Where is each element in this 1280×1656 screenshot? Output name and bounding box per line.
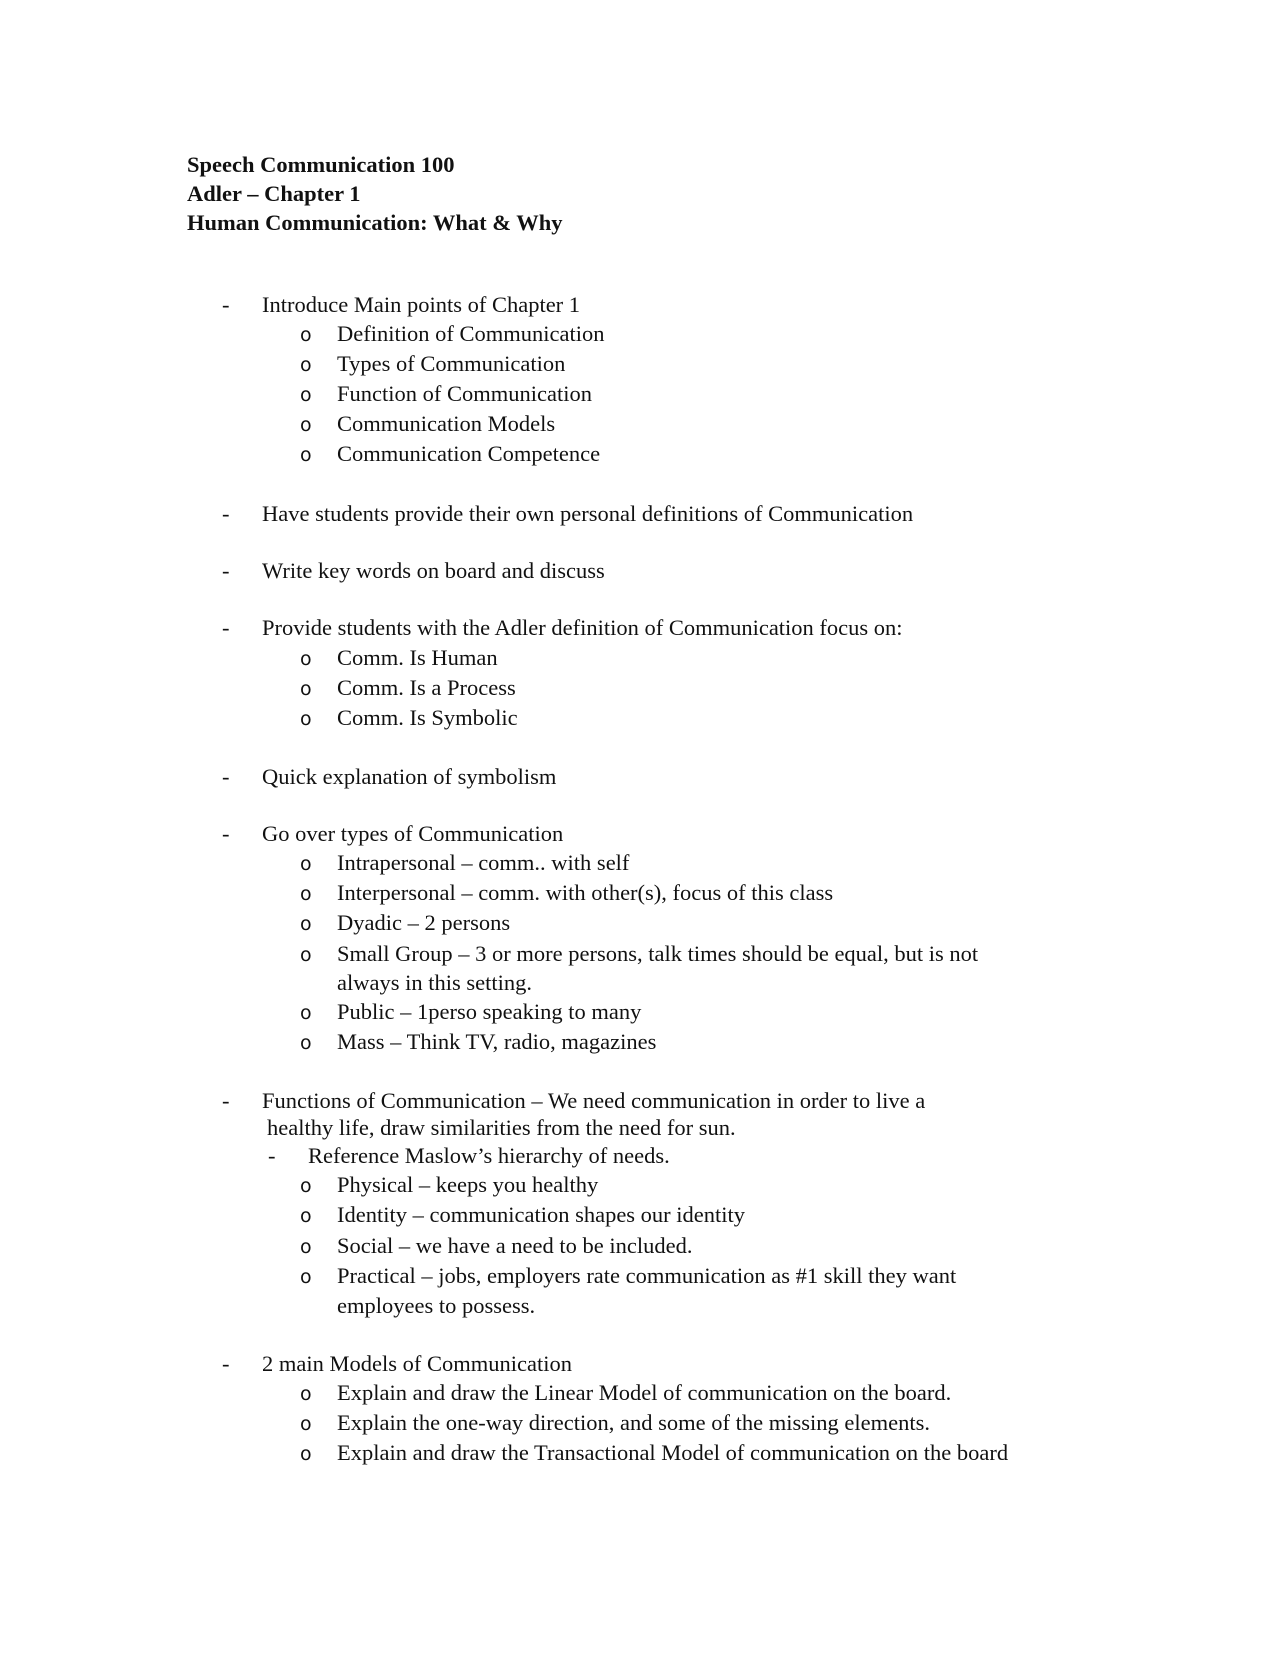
item-text: Write key words on board and discuss xyxy=(262,558,605,583)
dash-marker: - xyxy=(222,764,230,789)
sub-item-text: Intrapersonal – comm.. with self xyxy=(337,850,630,875)
dash-marker: - xyxy=(222,1351,230,1376)
dash-marker: - xyxy=(222,821,230,846)
bullet-marker: o xyxy=(300,1266,312,1288)
sub-item-text: Mass – Think TV, radio, magazines xyxy=(337,1029,657,1054)
sub-dash-text: Reference Maslow’s hierarchy of needs. xyxy=(308,1143,670,1168)
chapter-title: Adler – Chapter 1 xyxy=(187,181,361,206)
bullet-marker: o xyxy=(300,1032,312,1054)
bullet-marker: o xyxy=(300,678,312,700)
sub-item-text: Comm. Is Human xyxy=(337,645,498,670)
bullet-marker: o xyxy=(300,1002,312,1024)
bullet-marker: o xyxy=(300,944,312,966)
bullet-marker: o xyxy=(300,1205,312,1227)
bullet-marker: o xyxy=(300,1383,312,1405)
sub-item-text: Comm. Is a Process xyxy=(337,675,516,700)
dash-marker: - xyxy=(222,1088,230,1113)
sub-item-text: Physical – keeps you healthy xyxy=(337,1172,599,1197)
sub-item-continuation: always in this setting. xyxy=(337,970,532,995)
bullet-marker: o xyxy=(300,883,312,905)
sub-item-text: Function of Communication xyxy=(337,381,592,406)
bullet-marker: o xyxy=(300,354,312,376)
sub-item-text: Dyadic – 2 persons xyxy=(337,910,511,935)
bullet-marker: o xyxy=(300,913,312,935)
bullet-marker: o xyxy=(300,1413,312,1435)
item-text: Introduce Main points of Chapter 1 xyxy=(262,292,581,317)
sub-item-text: Definition of Communication xyxy=(337,321,605,346)
dash-marker: - xyxy=(222,501,230,526)
sub-item-text: Explain and draw the Linear Model of communication on the board. xyxy=(337,1380,952,1405)
bullet-marker: o xyxy=(300,324,312,346)
sub-item-text: Comm. Is Symbolic xyxy=(337,705,518,730)
item-text: Go over types of Communication xyxy=(262,821,564,846)
sub-item-text: Explain the one-way direction, and some of the missing elements. xyxy=(337,1410,930,1435)
bullet-marker: o xyxy=(300,1236,312,1258)
bullet-marker: o xyxy=(300,853,312,875)
sub-item-text: Identity – communication shapes our identity xyxy=(337,1202,746,1227)
sub-item-continuation: employees to possess. xyxy=(337,1293,536,1318)
document-header xyxy=(187,150,562,237)
sub-item-text: Small Group – 3 or more persons, talk times should be equal, but is not xyxy=(337,941,979,966)
dash-marker: - xyxy=(268,1143,276,1168)
item-continuation: healthy life, draw similarities from the need for sun. xyxy=(267,1115,736,1140)
bullet-marker: o xyxy=(300,414,312,436)
sub-item-text: Communication Competence xyxy=(337,441,601,466)
sub-item-text: Interpersonal – comm. with other(s), focus of this class xyxy=(337,880,834,905)
item-text: Functions of Communication – We need communication in order to live a xyxy=(262,1088,926,1113)
bullet-marker: o xyxy=(300,708,312,730)
item-text: Provide students with the Adler definition of Communication focus on: xyxy=(262,615,903,640)
sub-item-text: Types of Communication xyxy=(337,351,566,376)
sub-item-text: Explain and draw the Transactional Model of communication on the board xyxy=(337,1440,1009,1465)
course-title: Speech Communication 100 xyxy=(187,152,455,177)
item-text: 2 main Models of Communication xyxy=(262,1351,572,1376)
sub-item-text: Public – 1perso speaking to many xyxy=(337,999,642,1024)
sub-item-text: Communication Models xyxy=(337,411,556,436)
bullet-marker: o xyxy=(300,444,312,466)
bullet-marker: o xyxy=(300,384,312,406)
item-text: Have students provide their own personal definitions of Communication xyxy=(262,501,914,526)
bullet-marker: o xyxy=(300,1443,312,1465)
topic-title: Human Communication: What & Why xyxy=(187,210,563,235)
item-text: Quick explanation of symbolism xyxy=(262,764,557,789)
sub-item-text: Practical – jobs, employers rate communication as #1 skill they want xyxy=(337,1263,957,1288)
dash-marker: - xyxy=(222,292,230,317)
sub-item-text: Social – we have a need to be included. xyxy=(337,1233,693,1258)
bullet-marker: o xyxy=(300,1175,312,1197)
bullet-marker: o xyxy=(300,648,312,670)
dash-marker: - xyxy=(222,615,230,640)
dash-marker: - xyxy=(222,558,230,583)
